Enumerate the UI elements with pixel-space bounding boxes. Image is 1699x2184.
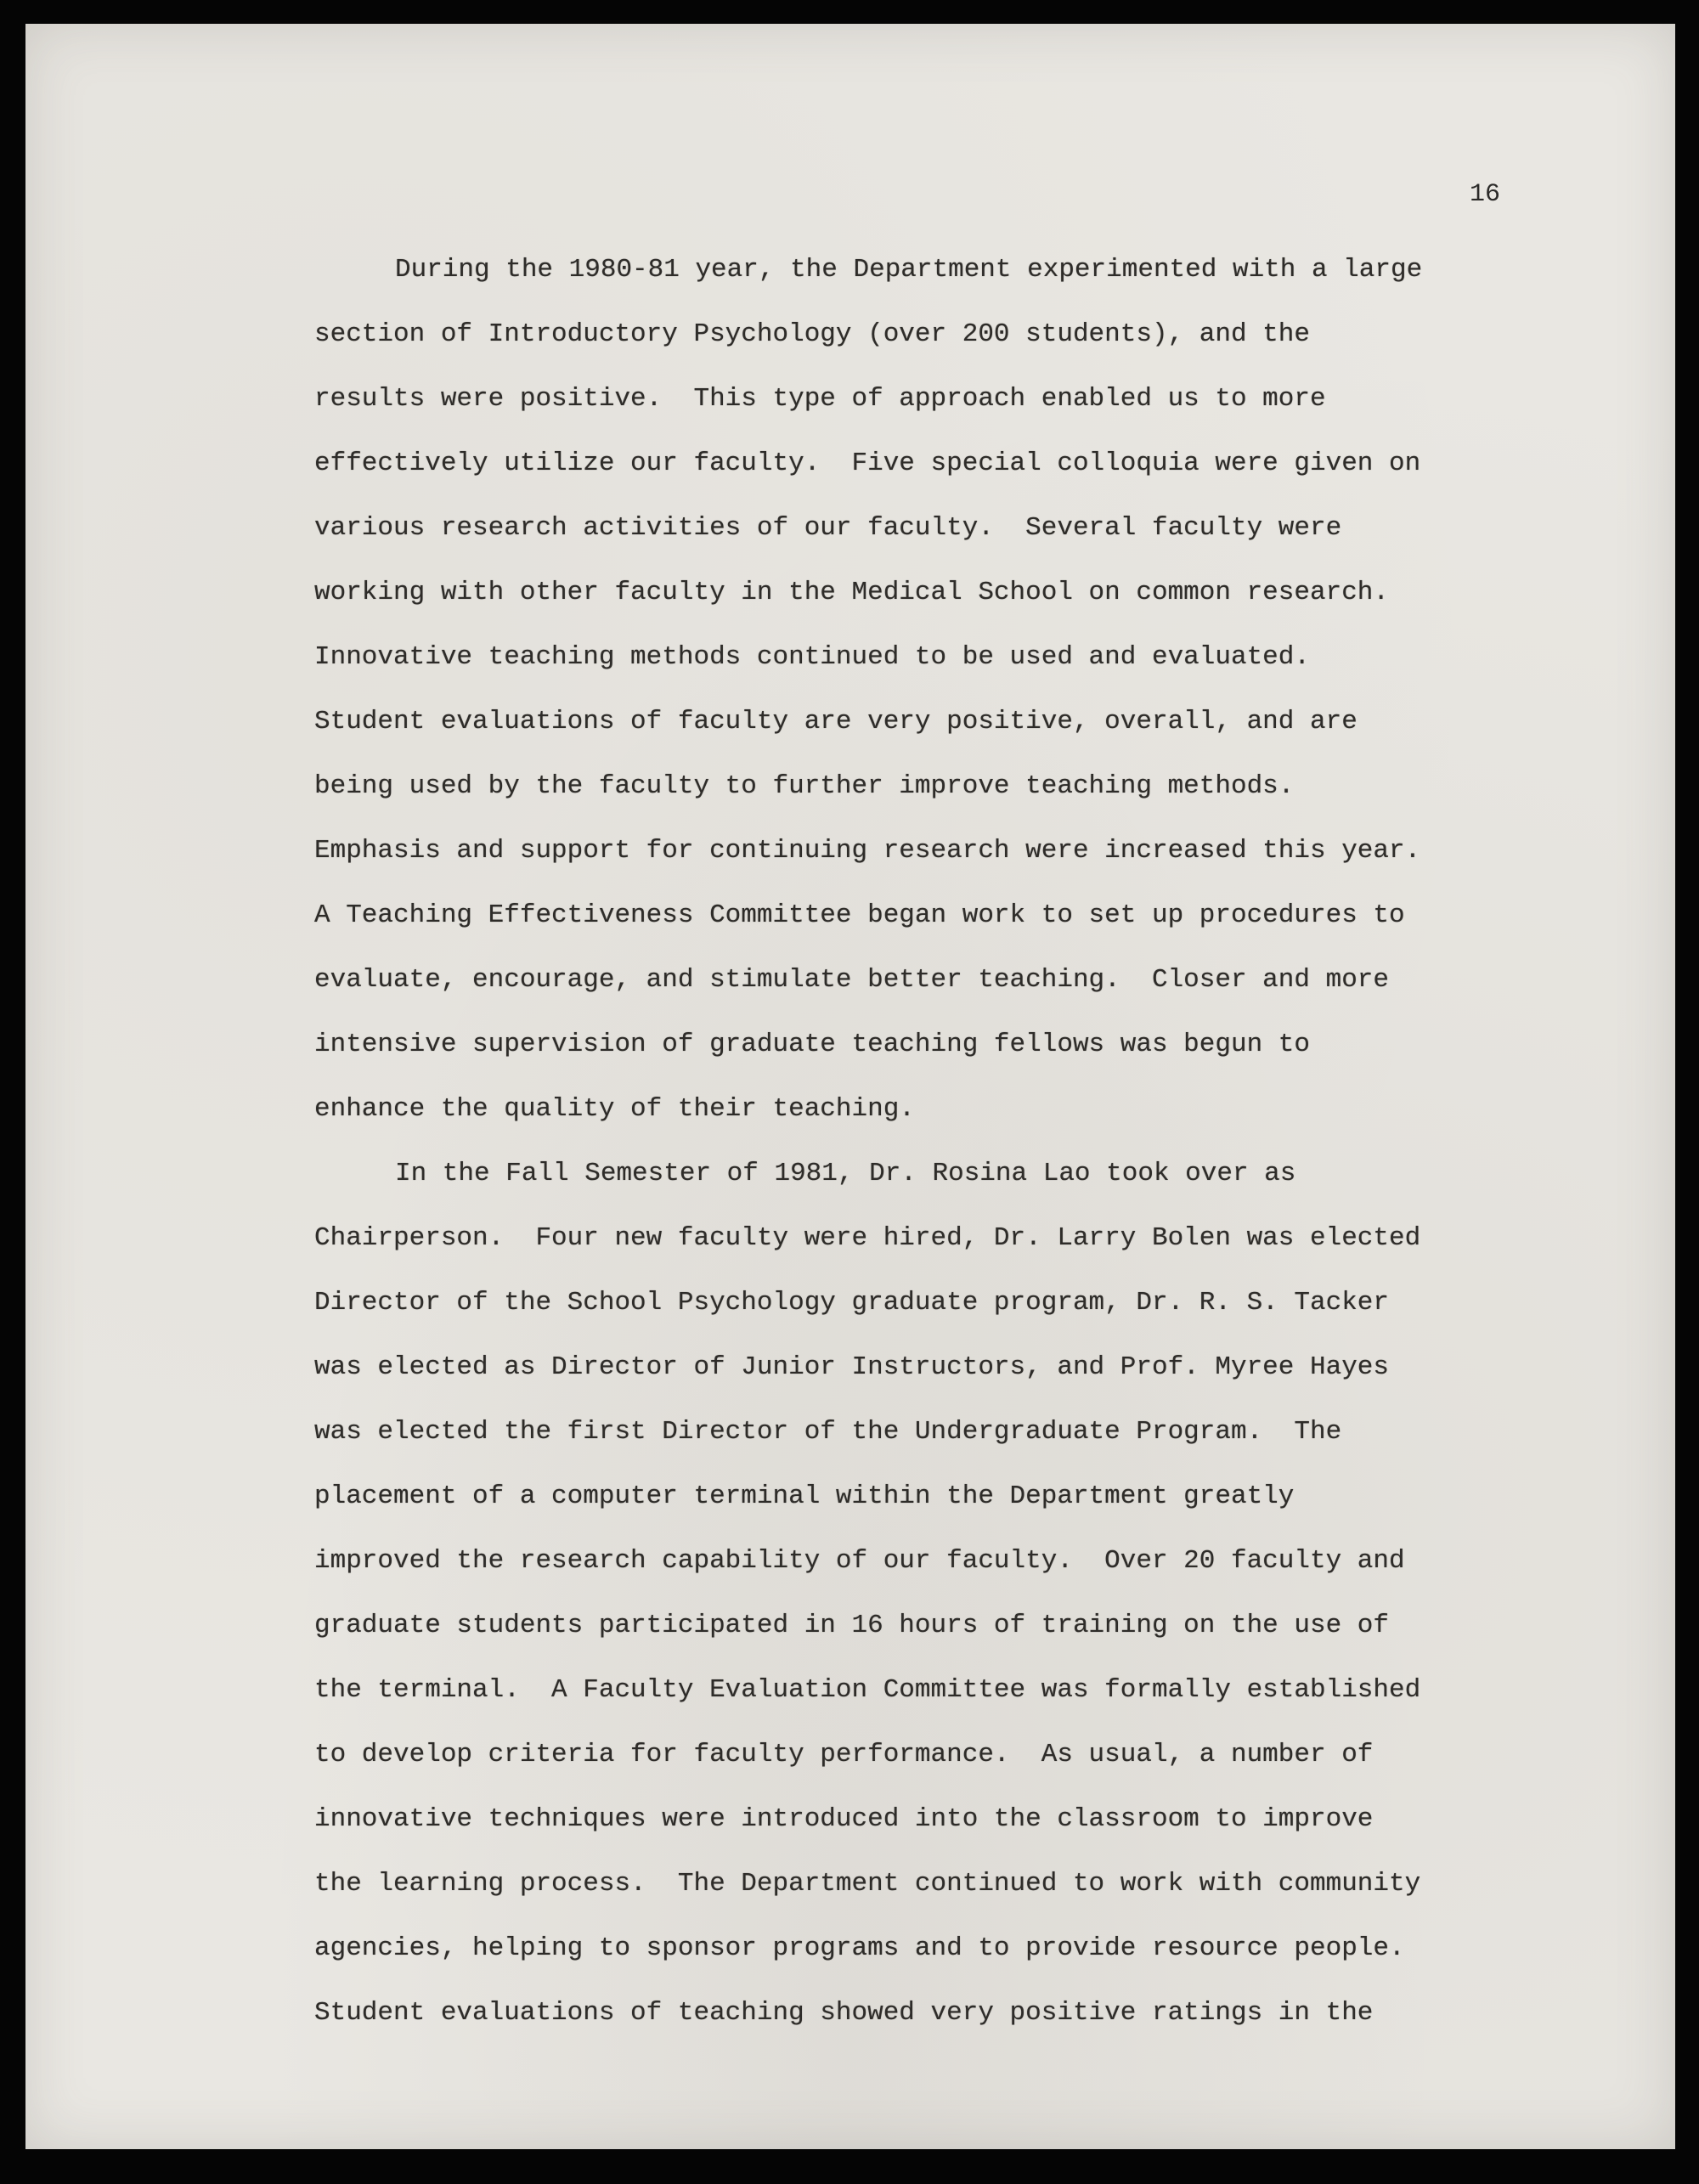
document-page bbox=[25, 24, 1675, 2149]
text-line: to develop criteria for faculty performance. As usual, a number of bbox=[314, 1740, 1374, 1769]
text-line: was elected as Director of Junior Instructors, and Prof. Myree Hayes bbox=[314, 1352, 1390, 1382]
text-line: evaluate, encourage, and stimulate better teaching. Closer and more bbox=[314, 965, 1390, 995]
text-line: the terminal. A Faculty Evaluation Committee was formally established bbox=[314, 1675, 1421, 1705]
text-line: working with other faculty in the Medical School on common research. bbox=[314, 578, 1390, 607]
text-line: innovative techniques were introduced into the classroom to improve bbox=[314, 1804, 1374, 1834]
page-number: 16 bbox=[1470, 180, 1501, 209]
text-line: the learning process. The Department continued to work with community bbox=[314, 1869, 1421, 1899]
text-line: effectively utilize our faculty. Five special colloquia were given on bbox=[314, 449, 1421, 478]
text-line: improved the research capability of our faculty. Over 20 faculty and bbox=[314, 1546, 1405, 1576]
text-line: section of Introductory Psychology (over 200 students), and the bbox=[314, 319, 1310, 349]
text-line: Innovative teaching methods continued to be used and evaluated. bbox=[314, 642, 1310, 672]
text-line: In the Fall Semester of 1981, Dr. Rosina Lao took over as bbox=[395, 1159, 1296, 1188]
text-line: Chairperson. Four new faculty were hired, Dr. Larry Bolen was elected bbox=[314, 1223, 1421, 1253]
text-line: agencies, helping to sponsor programs and to provide resource people. bbox=[314, 1933, 1405, 1963]
text-line: During the 1980-81 year, the Department experimented with a large bbox=[395, 255, 1423, 285]
text-line: was elected the first Director of the Undergraduate Program. The bbox=[314, 1417, 1342, 1447]
text-line: Director of the School Psychology graduate program, Dr. R. S. Tacker bbox=[314, 1288, 1390, 1318]
text-line: enhance the quality of their teaching. bbox=[314, 1094, 915, 1124]
body-text bbox=[314, 238, 1504, 2046]
paragraph bbox=[314, 1142, 1504, 2046]
text-line: intensive supervision of graduate teaching fellows was begun to bbox=[314, 1030, 1310, 1059]
text-line: Emphasis and support for continuing research were increased this year. bbox=[314, 836, 1421, 866]
text-line: A Teaching Effectiveness Committee began work to set up procedures to bbox=[314, 900, 1405, 930]
text-line: various research activities of our faculty. Several faculty were bbox=[314, 513, 1342, 543]
text-line: results were positive. This type of approach enabled us to more bbox=[314, 384, 1326, 414]
text-line: being used by the faculty to further improve teaching methods. bbox=[314, 771, 1295, 801]
text-line: placement of a computer terminal within the Department greatly bbox=[314, 1481, 1295, 1511]
text-line: Student evaluations of teaching showed very positive ratings in the bbox=[314, 1998, 1374, 2028]
paragraph bbox=[314, 238, 1504, 1142]
text-line: Student evaluations of faculty are very positive, overall, and are bbox=[314, 707, 1358, 736]
text-line: graduate students participated in 16 hours of training on the use of bbox=[314, 1611, 1390, 1640]
